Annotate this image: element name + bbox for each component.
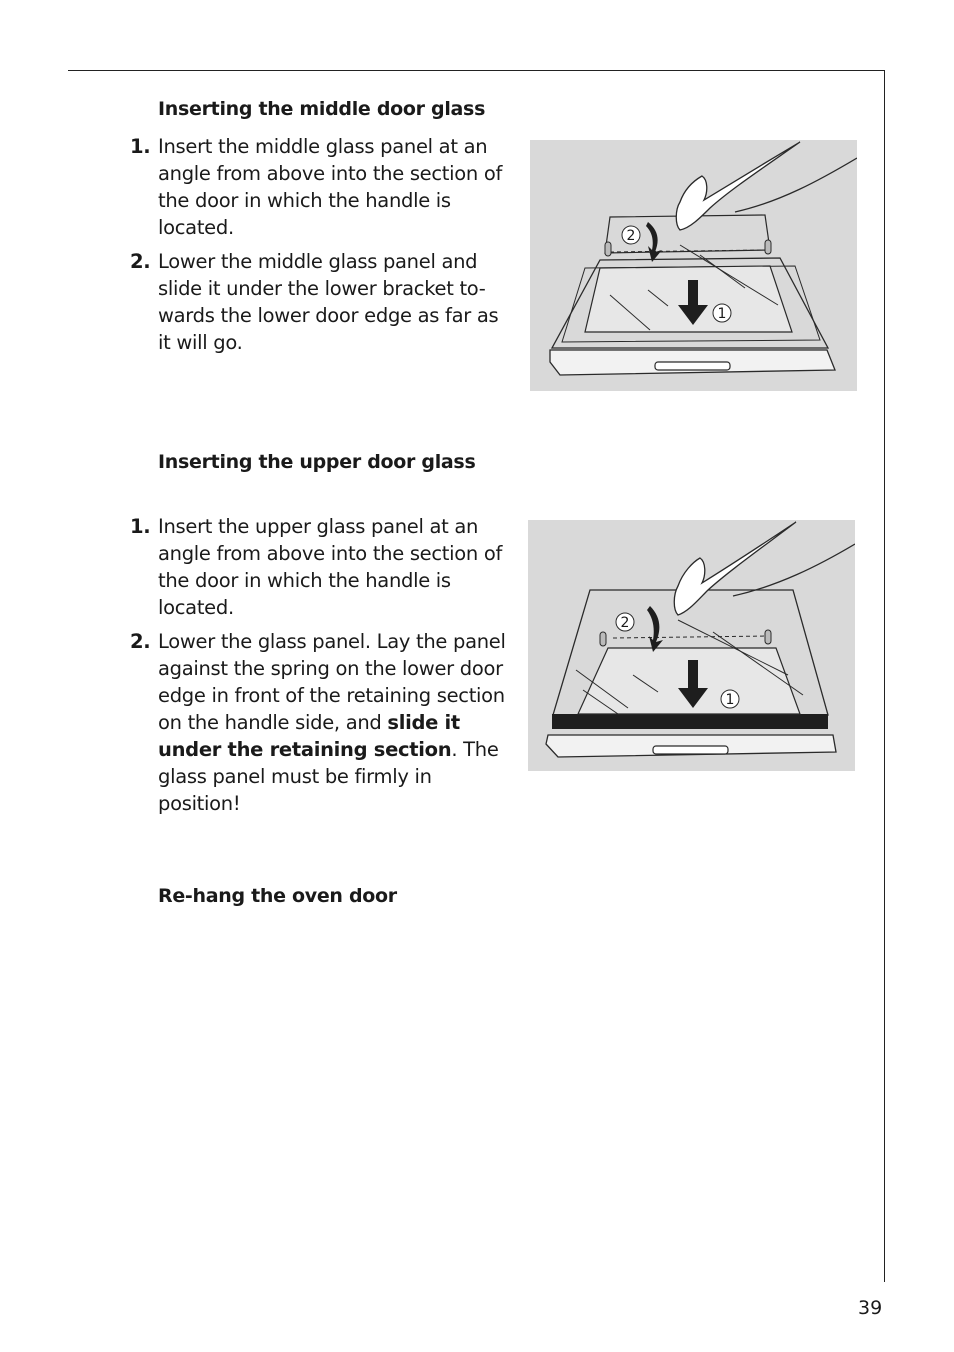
label-1: 1	[717, 306, 727, 322]
figure-middle-glass-insertion	[530, 140, 857, 391]
step-text: Lower the middle glass panel and slide it under the lower bracket to-wards the lower door edge as far as it will go.	[158, 250, 499, 354]
upper-glass-diagram	[528, 520, 855, 771]
step-number: 2.	[130, 250, 151, 273]
step-item	[130, 248, 515, 356]
step-number: 1.	[130, 515, 151, 538]
step-item	[130, 628, 515, 817]
label-1: 1	[725, 692, 735, 708]
middle-glass-diagram	[530, 140, 857, 391]
step-text-emphasis: slide it under the retaining section	[158, 711, 460, 761]
heading-upper-door-glass: Inserting the upper door glass	[158, 451, 476, 473]
page-number: 39	[858, 1297, 883, 1319]
right-rule	[884, 70, 885, 1282]
label-2: 2	[626, 228, 636, 244]
step-text: Insert the upper glass panel at an angle from above into the section of the door in which the handle is located.	[158, 515, 503, 619]
top-rule	[68, 70, 885, 71]
heading-middle-door-glass: Inserting the middle door glass	[158, 98, 486, 120]
step-item	[130, 513, 515, 621]
step-number: 1.	[130, 135, 151, 158]
label-2: 2	[620, 615, 630, 631]
steps-upper-door-glass	[130, 513, 515, 824]
heading-rehang-oven-door: Re-hang the oven door	[158, 885, 397, 907]
steps-middle-door-glass	[130, 133, 515, 363]
step-number: 2.	[130, 630, 151, 653]
step-text: . The glass panel must be firmly in position!	[158, 738, 499, 815]
figure-upper-glass-insertion	[528, 520, 855, 771]
step-text: Lower the glass panel. Lay the panel against the spring on the lower door edge in front of the retaining section on the handle side, and	[158, 630, 506, 734]
step-text: Insert the middle glass panel at an angle from above into the section of the door in which the handle is located.	[158, 135, 503, 239]
step-item	[130, 133, 515, 241]
